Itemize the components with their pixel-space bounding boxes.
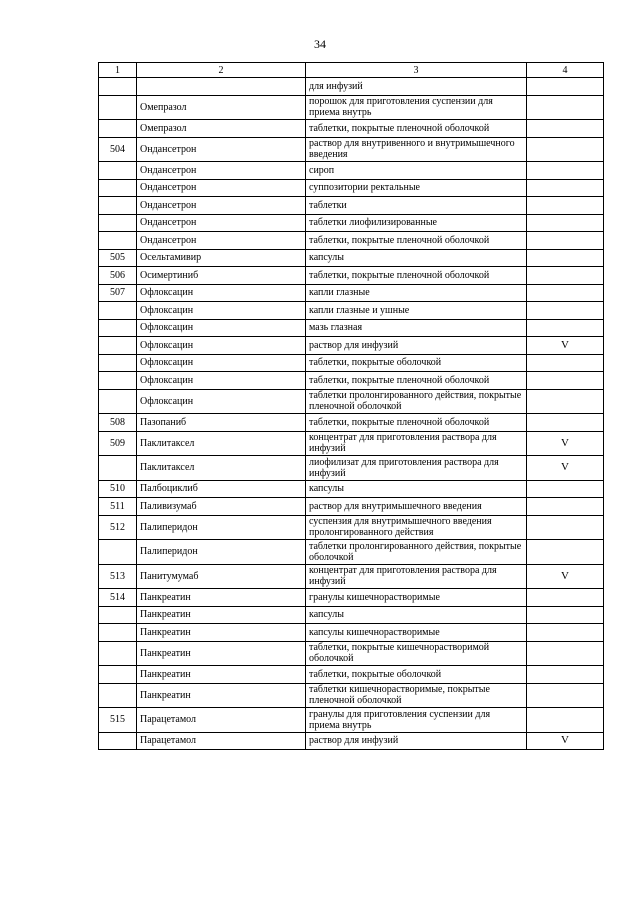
row-number [99, 197, 137, 215]
vital-mark [527, 515, 604, 540]
drug-name: Омепразол [137, 95, 306, 120]
row-number [99, 540, 137, 565]
drug-name: Офлоксацин [137, 354, 306, 372]
drug-name: Омепразол [137, 120, 306, 138]
dosage-form: таблетки пролонгированного действия, покрытые оболочкой [306, 540, 527, 565]
dosage-form: раствор для инфузий [306, 732, 527, 750]
dosage-form: капли глазные и ушные [306, 302, 527, 320]
column-header-2: 2 [137, 63, 306, 78]
row-number: 507 [99, 284, 137, 302]
dosage-form: таблетки, покрытые оболочкой [306, 354, 527, 372]
table-row [99, 683, 604, 708]
drug-name [137, 78, 306, 96]
table-row [99, 456, 604, 481]
row-number: 515 [99, 708, 137, 733]
table-row [99, 284, 604, 302]
drug-name: Панкреатин [137, 606, 306, 624]
row-number [99, 162, 137, 180]
page-number: 34 [314, 37, 326, 51]
row-number [99, 354, 137, 372]
vital-mark [527, 354, 604, 372]
vital-mark [527, 284, 604, 302]
dosage-form: суппозитории ректальные [306, 179, 527, 197]
table-row [99, 708, 604, 733]
vital-mark [527, 249, 604, 267]
row-number [99, 232, 137, 250]
row-number [99, 389, 137, 414]
vital-mark [527, 232, 604, 250]
dosage-form: концентрат для приготовления раствора для инфузий [306, 564, 527, 589]
drug-name: Офлоксацин [137, 337, 306, 355]
table-row [99, 232, 604, 250]
drug-name: Пазопаниб [137, 414, 306, 432]
table-body [99, 78, 604, 750]
row-number [99, 319, 137, 337]
dosage-form: таблетки, покрытые оболочкой [306, 666, 527, 684]
table-row [99, 120, 604, 138]
vital-mark [527, 197, 604, 215]
drug-name: Панкреатин [137, 589, 306, 607]
table-row [99, 302, 604, 320]
row-number [99, 624, 137, 642]
table-row [99, 431, 604, 456]
drug-name: Ондансетрон [137, 179, 306, 197]
vital-mark: V [527, 337, 604, 355]
vital-mark [527, 666, 604, 684]
vital-mark: V [527, 456, 604, 481]
table-row [99, 641, 604, 666]
drug-name: Офлоксацин [137, 284, 306, 302]
table-row [99, 78, 604, 96]
column-header-3: 3 [306, 63, 527, 78]
drug-name: Офлоксацин [137, 319, 306, 337]
vital-mark [527, 480, 604, 498]
drug-name: Палиперидон [137, 515, 306, 540]
row-number: 513 [99, 564, 137, 589]
table-row [99, 540, 604, 565]
dosage-form: таблетки [306, 197, 527, 215]
row-number [99, 456, 137, 481]
vital-mark [527, 708, 604, 733]
drug-name: Панкреатин [137, 641, 306, 666]
dosage-form: таблетки, покрытые пленочной оболочкой [306, 372, 527, 390]
row-number: 509 [99, 431, 137, 456]
drug-name: Офлоксацин [137, 372, 306, 390]
vital-mark [527, 179, 604, 197]
drug-name: Ондансетрон [137, 162, 306, 180]
table-row [99, 337, 604, 355]
drug-name: Осельтамивир [137, 249, 306, 267]
dosage-form: капсулы [306, 480, 527, 498]
table-row [99, 267, 604, 285]
drug-name: Ондансетрон [137, 232, 306, 250]
dosage-form: лиофилизат для приготовления раствора для инфузий [306, 456, 527, 481]
dosage-form: гранулы для приготовления суспензии для приема внутрь [306, 708, 527, 733]
table-row [99, 319, 604, 337]
row-number [99, 179, 137, 197]
table-row [99, 732, 604, 750]
row-number: 508 [99, 414, 137, 432]
row-number: 511 [99, 498, 137, 516]
dosage-form: таблетки лиофилизированные [306, 214, 527, 232]
vital-mark [527, 589, 604, 607]
vital-mark [527, 214, 604, 232]
table-row [99, 214, 604, 232]
row-number [99, 641, 137, 666]
row-number [99, 214, 137, 232]
dosage-form: для инфузий [306, 78, 527, 96]
row-number [99, 120, 137, 138]
row-number [99, 302, 137, 320]
dosage-form: раствор для инфузий [306, 337, 527, 355]
row-number: 514 [99, 589, 137, 607]
vital-mark [527, 683, 604, 708]
table-row [99, 137, 604, 162]
dosage-form: таблетки, покрытые пленочной оболочкой [306, 267, 527, 285]
vital-mark [527, 389, 604, 414]
dosage-form: сироп [306, 162, 527, 180]
table-row [99, 480, 604, 498]
dosage-form: таблетки, покрытые пленочной оболочкой [306, 232, 527, 250]
drug-name: Паливизумаб [137, 498, 306, 516]
vital-mark [527, 162, 604, 180]
vital-mark [527, 137, 604, 162]
dosage-form: таблетки, покрытые пленочной оболочкой [306, 414, 527, 432]
drug-name: Парацетамол [137, 732, 306, 750]
dosage-form: капсулы кишечнорастворимые [306, 624, 527, 642]
vital-mark [527, 606, 604, 624]
dosage-form: капсулы [306, 606, 527, 624]
row-number [99, 372, 137, 390]
table-row [99, 354, 604, 372]
dosage-form: таблетки пролонгированного действия, покрытые пленочной оболочкой [306, 389, 527, 414]
column-header-4: 4 [527, 63, 604, 78]
row-number: 506 [99, 267, 137, 285]
row-number [99, 337, 137, 355]
vital-mark [527, 372, 604, 390]
row-number [99, 666, 137, 684]
drug-name: Панкреатин [137, 624, 306, 642]
vital-mark [527, 414, 604, 432]
table-row [99, 606, 604, 624]
drug-name: Офлоксацин [137, 302, 306, 320]
dosage-form: порошок для приготовления суспензии для приема внутрь [306, 95, 527, 120]
drug-name: Ондансетрон [137, 197, 306, 215]
vital-mark: V [527, 431, 604, 456]
dosage-form: таблетки, покрытые кишечнорастворимой оболочкой [306, 641, 527, 666]
dosage-form: концентрат для приготовления раствора для инфузий [306, 431, 527, 456]
row-number: 504 [99, 137, 137, 162]
table-row [99, 372, 604, 390]
table-row [99, 179, 604, 197]
dosage-form: раствор для внутривенного и внутримышечного введения [306, 137, 527, 162]
vital-mark [527, 95, 604, 120]
table-row [99, 414, 604, 432]
drug-name: Осимертиниб [137, 267, 306, 285]
dosage-form: суспензия для внутримышечного введения пролонгированного действия [306, 515, 527, 540]
row-number [99, 95, 137, 120]
table-row [99, 498, 604, 516]
dosage-form: раствор для внутримышечного введения [306, 498, 527, 516]
vital-mark [527, 319, 604, 337]
table-row [99, 624, 604, 642]
dosage-form: капсулы [306, 249, 527, 267]
drug-name: Ондансетрон [137, 214, 306, 232]
table-row [99, 515, 604, 540]
table-row [99, 162, 604, 180]
drug-name: Парацетамол [137, 708, 306, 733]
drug-name: Паклитаксел [137, 431, 306, 456]
row-number: 510 [99, 480, 137, 498]
vital-mark [527, 78, 604, 96]
vital-mark [527, 498, 604, 516]
vital-mark [527, 302, 604, 320]
table-row [99, 564, 604, 589]
vital-mark [527, 624, 604, 642]
table-row [99, 197, 604, 215]
vital-mark [527, 267, 604, 285]
drug-name: Офлоксацин [137, 389, 306, 414]
row-number [99, 683, 137, 708]
vital-mark [527, 641, 604, 666]
vital-mark: V [527, 564, 604, 589]
table-header-row [99, 63, 604, 78]
drug-name: Паклитаксел [137, 456, 306, 481]
drug-name: Панитумумаб [137, 564, 306, 589]
drug-name: Палбоциклиб [137, 480, 306, 498]
drug-table [98, 62, 604, 750]
table-row [99, 589, 604, 607]
table-row [99, 389, 604, 414]
row-number: 512 [99, 515, 137, 540]
row-number [99, 78, 137, 96]
row-number: 505 [99, 249, 137, 267]
row-number [99, 606, 137, 624]
drug-name: Панкреатин [137, 683, 306, 708]
table-row [99, 95, 604, 120]
table-row [99, 249, 604, 267]
dosage-form: капли глазные [306, 284, 527, 302]
column-header-1: 1 [99, 63, 137, 78]
table-row [99, 666, 604, 684]
dosage-form: таблетки, покрытые пленочной оболочкой [306, 120, 527, 138]
vital-mark: V [527, 732, 604, 750]
vital-mark [527, 540, 604, 565]
drug-name: Ондансетрон [137, 137, 306, 162]
drug-name: Палиперидон [137, 540, 306, 565]
dosage-form: мазь глазная [306, 319, 527, 337]
drug-name: Панкреатин [137, 666, 306, 684]
dosage-form: таблетки кишечнорастворимые, покрытые пленочной оболочкой [306, 683, 527, 708]
row-number [99, 732, 137, 750]
dosage-form: гранулы кишечнорастворимые [306, 589, 527, 607]
vital-mark [527, 120, 604, 138]
